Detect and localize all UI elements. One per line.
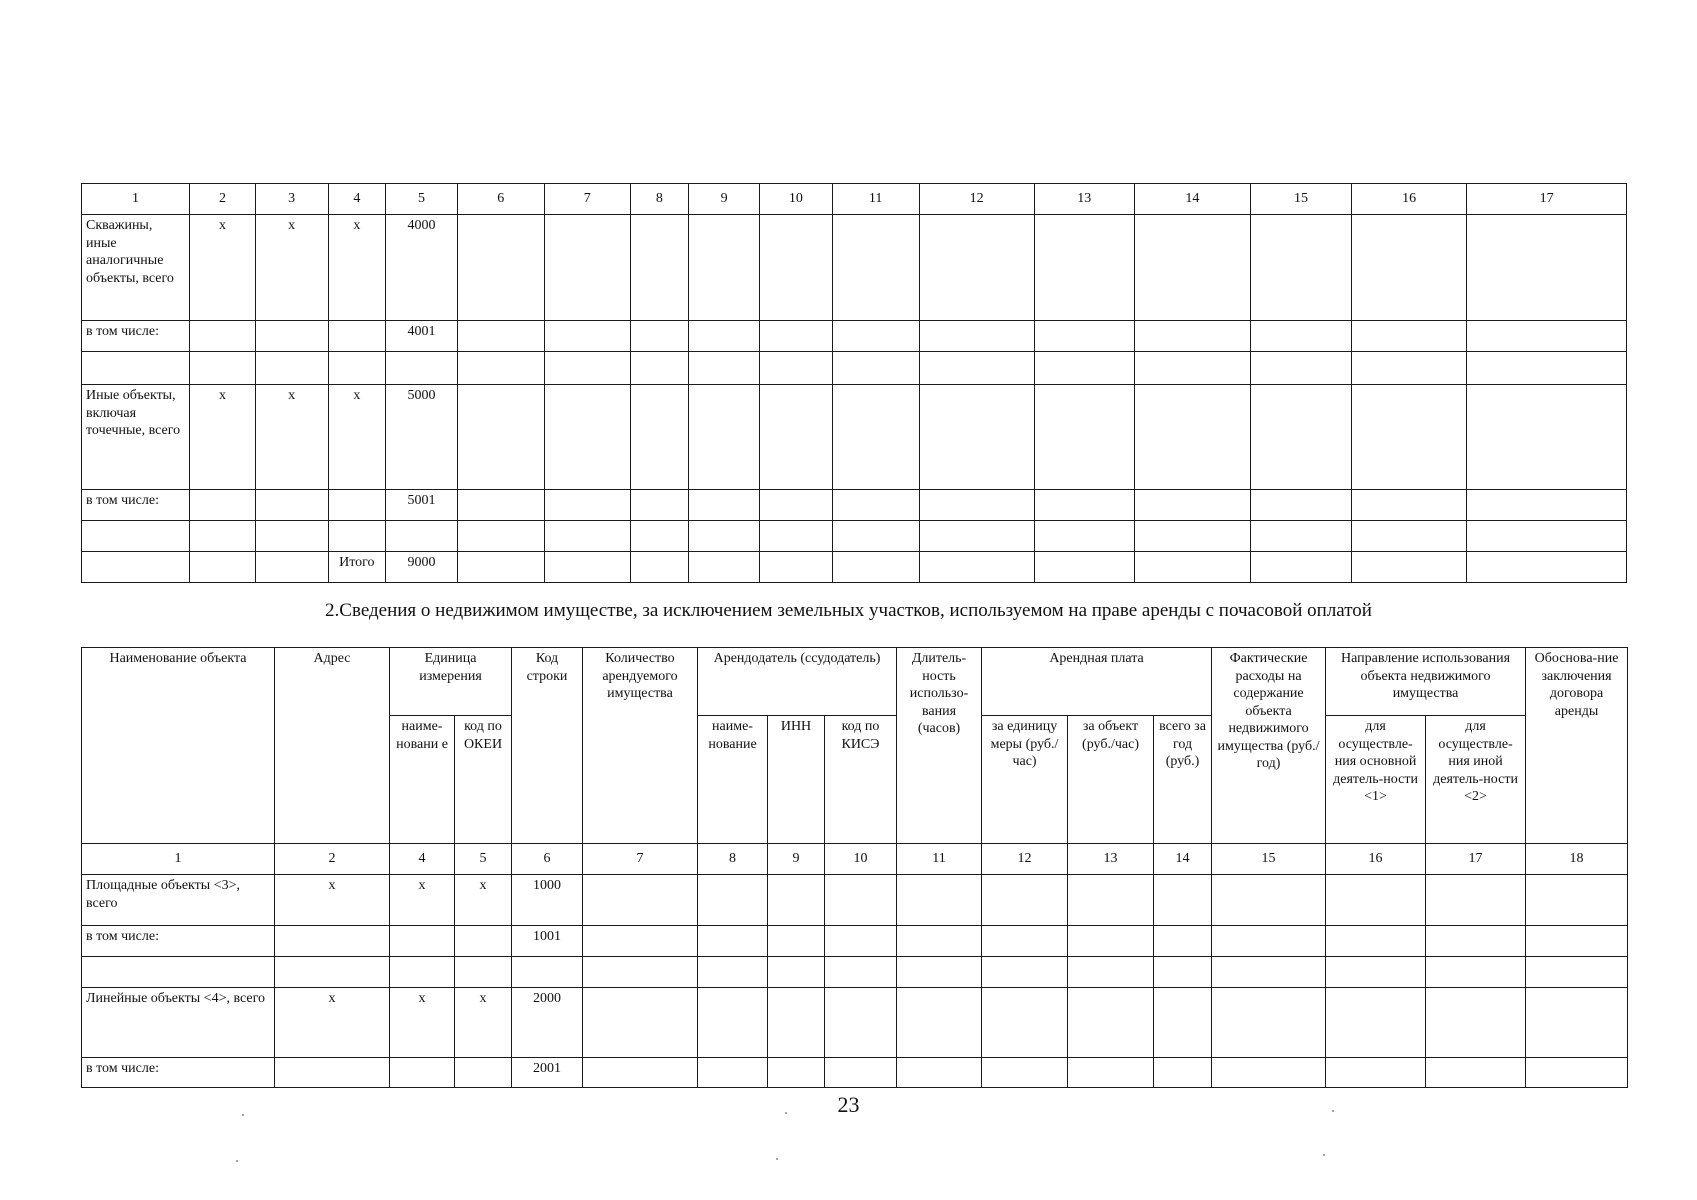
table-row [82, 926, 1628, 957]
col-number: 7 [583, 844, 698, 875]
header-lessor-kise: код по КИСЭ [825, 716, 897, 844]
cell: х [455, 875, 512, 926]
column-number-row [82, 844, 1628, 875]
header-lessor-inn: ИНН [768, 716, 825, 844]
header-lessor-name: наиме-нование [698, 716, 768, 844]
col-number: 18 [1526, 844, 1628, 875]
cell [190, 321, 256, 352]
header-justification: Обоснова-ние заключения договора аренды [1526, 648, 1628, 844]
row-code: 5000 [386, 385, 458, 490]
cell [255, 352, 328, 385]
cell [255, 490, 328, 521]
row-name: Площадные объекты <3>, всего [82, 875, 275, 926]
row-code: 9000 [386, 552, 458, 583]
row-code: 4001 [386, 321, 458, 352]
row-code [386, 521, 458, 552]
row-name [82, 552, 190, 583]
col-number: 17 [1426, 844, 1526, 875]
cell [390, 1058, 455, 1088]
cell [455, 926, 512, 957]
col-number: 15 [1251, 184, 1352, 215]
col-number: 13 [1034, 184, 1134, 215]
row-name: в том числе: [82, 926, 275, 957]
header-actual-costs: Фактические расходы на содержание объекта недвижимого имущества (руб./год) [1212, 648, 1326, 844]
col-number: 7 [544, 184, 630, 215]
header-duration: Длитель-ность использо-вания (часов) [897, 648, 982, 844]
row-code: 2001 [512, 1058, 583, 1088]
table-row [82, 521, 1627, 552]
scan-speck [776, 1158, 778, 1160]
cell [190, 352, 256, 385]
col-number: 8 [630, 184, 689, 215]
table-row [82, 352, 1627, 385]
total-label: Итого [328, 552, 386, 583]
col-number: 15 [1212, 844, 1326, 875]
cell [190, 521, 256, 552]
col-number: 6 [512, 844, 583, 875]
section-title: 2.Сведения о недвижимом имуществе, за исключением земельных участков, используемом на праве аренды с почасовой оплатой [325, 600, 1372, 621]
cell [455, 1058, 512, 1088]
cell [255, 321, 328, 352]
row-name: Иные объекты, включая точечные, всего [82, 385, 190, 490]
col-number: 5 [386, 184, 458, 215]
header-address: Адрес [275, 648, 390, 844]
header-unit-okei: код по ОКЕИ [455, 716, 512, 844]
col-number: 2 [190, 184, 256, 215]
column-number-row [82, 184, 1627, 215]
header-row-1 [82, 648, 1628, 716]
scan-speck [236, 1160, 238, 1162]
cell: х [390, 988, 455, 1058]
cell [390, 957, 455, 988]
row-code: 5001 [386, 490, 458, 521]
col-number: 6 [457, 184, 544, 215]
header-direction: Направление использования объекта недвижимого имущества [1326, 648, 1526, 716]
col-number: 1 [82, 184, 190, 215]
col-number: 9 [689, 184, 760, 215]
cell [455, 957, 512, 988]
row-code [386, 352, 458, 385]
table-continuation [81, 183, 1627, 583]
col-number: 4 [390, 844, 455, 875]
col-number: 14 [1154, 844, 1212, 875]
col-number: 12 [982, 844, 1068, 875]
cell: х [255, 385, 328, 490]
row-name: в том числе: [82, 490, 190, 521]
cell: х [328, 215, 386, 321]
row-code [512, 957, 583, 988]
header-row-code: Код строки [512, 648, 583, 844]
table-row [82, 875, 1628, 926]
cell: х [190, 215, 256, 321]
row-name [82, 352, 190, 385]
header-quantity: Количество арендуемого имущества [583, 648, 698, 844]
row-code: 1001 [512, 926, 583, 957]
cell: х [275, 875, 390, 926]
cell [255, 552, 328, 583]
header-rent: Арендная плата [982, 648, 1212, 716]
col-number: 17 [1467, 184, 1627, 215]
header-rent-object: за объект (руб./час) [1068, 716, 1154, 844]
cell: х [390, 875, 455, 926]
cell [275, 926, 390, 957]
scan-speck [1332, 1110, 1334, 1112]
table-row [82, 385, 1627, 490]
row-code: 4000 [386, 215, 458, 321]
col-number: 11 [897, 844, 982, 875]
row-code: 1000 [512, 875, 583, 926]
col-number: 16 [1326, 844, 1426, 875]
header-lessor: Арендодатель (ссудодатель) [698, 648, 897, 716]
scan-speck [785, 1112, 787, 1114]
row-name [82, 521, 190, 552]
col-number: 2 [275, 844, 390, 875]
cell: х [455, 988, 512, 1058]
col-number: 1 [82, 844, 275, 875]
header-unit-name: наиме-новани е [390, 716, 455, 844]
row-name [82, 957, 275, 988]
col-number: 3 [255, 184, 328, 215]
header-direction-main: для осуществле-ния основной деятель-ности <1> [1326, 716, 1426, 844]
cell [275, 1058, 390, 1088]
col-number: 10 [825, 844, 897, 875]
table-hourly-lease [81, 647, 1628, 1088]
cell [275, 957, 390, 988]
col-number: 14 [1134, 184, 1250, 215]
col-number: 9 [768, 844, 825, 875]
header-rent-unit: за единицу меры (руб./час) [982, 716, 1068, 844]
cell [190, 490, 256, 521]
cell [390, 926, 455, 957]
cell [328, 521, 386, 552]
header-name: Наименование объекта [82, 648, 275, 844]
page-number: 23 [837, 1092, 860, 1117]
table-row [82, 321, 1627, 352]
col-number: 8 [698, 844, 768, 875]
cell: х [275, 988, 390, 1058]
cell [190, 552, 256, 583]
cell: х [255, 215, 328, 321]
row-code: 2000 [512, 988, 583, 1058]
col-number: 12 [919, 184, 1034, 215]
row-name: в том числе: [82, 321, 190, 352]
cell [328, 352, 386, 385]
col-number: 16 [1352, 184, 1467, 215]
table-row [82, 490, 1627, 521]
cell [255, 521, 328, 552]
header-unit: Единица измерения [390, 648, 512, 716]
scan-speck [1323, 1154, 1325, 1156]
table-row [82, 988, 1628, 1058]
row-name: Линейные объекты <4>, всего [82, 988, 275, 1058]
scan-speck [242, 1114, 244, 1116]
table-row [82, 215, 1627, 321]
cell: х [328, 385, 386, 490]
col-number: 4 [328, 184, 386, 215]
row-name: в том числе: [82, 1058, 275, 1088]
row-name: Скважины, иные аналогичные объекты, всего [82, 215, 190, 321]
cell [328, 321, 386, 352]
header-direction-other: для осуществле-ния иной деятель-ности <2> [1426, 716, 1526, 844]
col-number: 10 [759, 184, 832, 215]
col-number: 13 [1068, 844, 1154, 875]
cell [328, 490, 386, 521]
table-row [82, 957, 1628, 988]
table-row-total [82, 552, 1627, 583]
col-number: 5 [455, 844, 512, 875]
col-number: 11 [832, 184, 919, 215]
cell: х [190, 385, 256, 490]
header-rent-year: всего за год (руб.) [1154, 716, 1212, 844]
table-row [82, 1058, 1628, 1088]
